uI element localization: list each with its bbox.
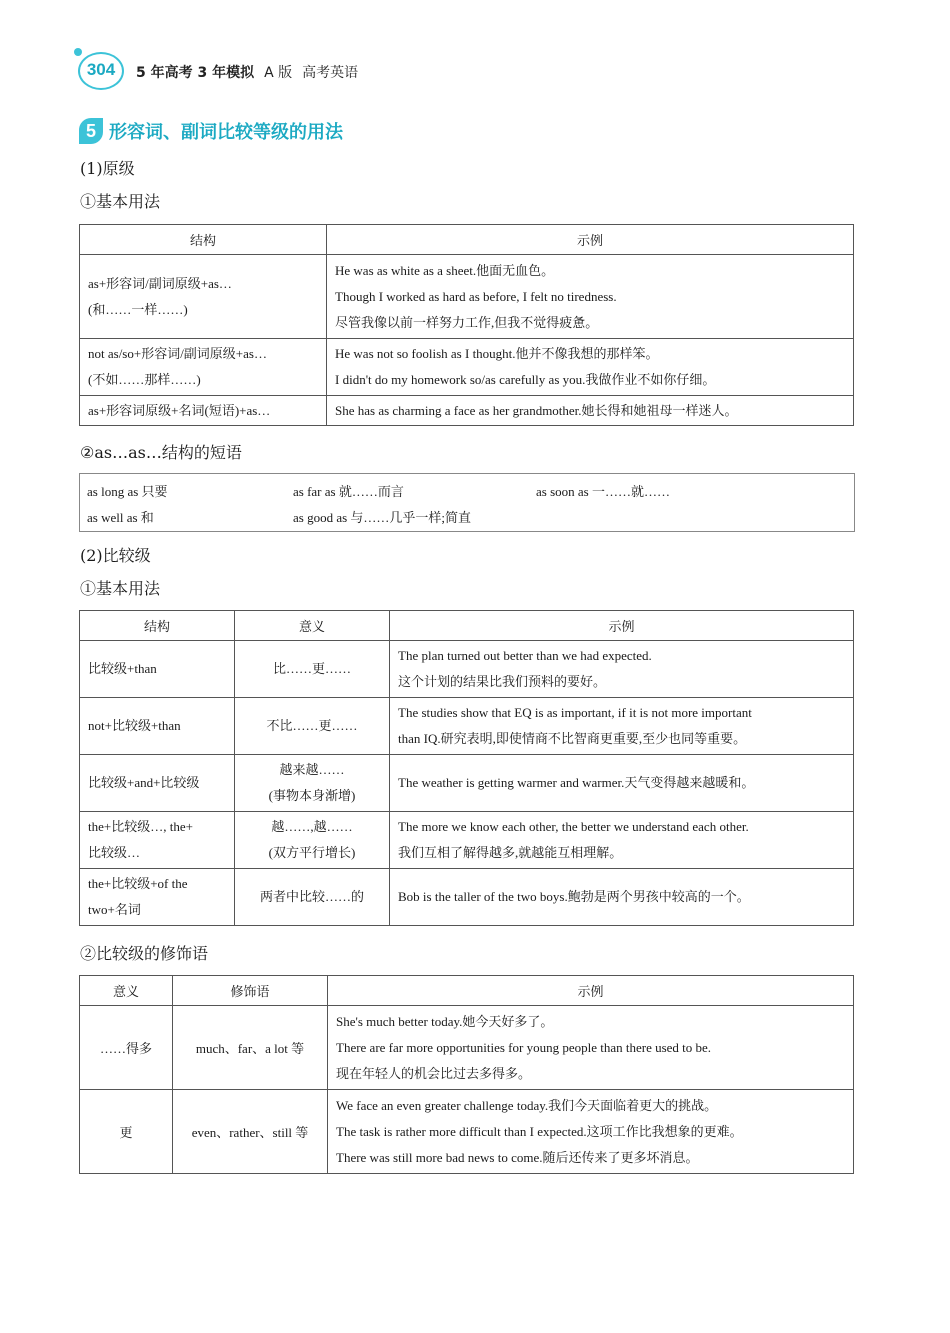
meaning-cell: ……得多 xyxy=(80,1006,173,1090)
structure-cell xyxy=(80,339,327,396)
cell-line: (事物本身渐增) xyxy=(268,788,356,803)
cell-line: 现在年轻人的机会比过去多得多。 xyxy=(336,1065,532,1081)
structure-cell xyxy=(80,641,235,698)
comparative-usage-table xyxy=(79,610,854,926)
cell-line: not as/so+形容词/副词原级+as… xyxy=(88,346,267,361)
example-cell xyxy=(390,869,854,926)
phrase-item: as soon as 一……就…… xyxy=(536,484,670,499)
page-header xyxy=(78,48,678,92)
example-cell xyxy=(327,255,854,339)
table-row xyxy=(80,641,854,698)
book-title-text: 5 年高考 3 年模拟 xyxy=(136,65,255,81)
comparative-heading: (2)比较级 xyxy=(80,546,151,565)
cell-line: 这个计划的结果比我们预料的要好。 xyxy=(398,674,607,689)
phrase-item: as well as 和 xyxy=(87,510,154,525)
example-cell xyxy=(390,755,854,812)
cell-line: (双方平行增长) xyxy=(268,845,356,860)
table-header: 意义 xyxy=(80,976,173,1006)
phrase-item: as good as 与……几乎一样;简直 xyxy=(293,510,472,525)
cell-line: (和……一样……) xyxy=(88,301,188,317)
meaning-cell xyxy=(235,755,390,812)
cell-line: the+比较级…, the+ xyxy=(88,819,193,834)
phrase-item: as far as 就……而言 xyxy=(293,484,404,499)
meaning-cell: 更 xyxy=(80,1090,173,1174)
cell-line: The weather is getting warmer and warmer.天气变得越来越暖和。 xyxy=(398,775,755,790)
cell-line: There was still more bad news to come.随后还传来了更多坏消息。 xyxy=(336,1149,699,1165)
cell-line: 越来越…… xyxy=(279,762,345,777)
meaning-cell xyxy=(235,698,390,755)
table-header: 示例 xyxy=(328,976,854,1006)
structure-cell xyxy=(80,869,235,926)
cell-line: I didn't do my homework so/as carefully as you.我做作业不如你仔细。 xyxy=(335,372,716,387)
table-row xyxy=(80,755,854,812)
cell-line: (不如……那样……) xyxy=(88,372,201,387)
cell-line: The task is rather more difficult than I expected.这项工作比我想象的更难。 xyxy=(336,1123,743,1139)
modifier-cell: even、rather、still 等 xyxy=(173,1090,328,1174)
cell-line: 比较级+and+比较级 xyxy=(88,775,200,790)
cell-line: The more we know each other, the better we understand each other. xyxy=(398,819,749,834)
table-header: 结构 xyxy=(80,225,327,255)
section-title xyxy=(79,118,343,146)
badge-dot-icon xyxy=(74,48,82,56)
example-cell xyxy=(328,1006,854,1090)
cell-line: Though I worked as hard as before, I felt no tiredness. xyxy=(335,288,617,304)
table-header: 意义 xyxy=(235,611,390,641)
cell-line: 越……,越…… xyxy=(271,819,353,834)
table-row xyxy=(80,255,854,339)
cell-line: not+比较级+than xyxy=(88,718,181,733)
cell-line: 比较级+than xyxy=(88,661,157,676)
example-cell xyxy=(327,339,854,396)
page-number: 304 xyxy=(86,60,116,79)
cell-line: The plan turned out better than we had expected. xyxy=(398,648,652,663)
section-number-badge: 5 xyxy=(79,118,103,144)
structure-cell xyxy=(80,755,235,812)
structure-cell xyxy=(80,396,327,426)
table-row xyxy=(80,869,854,926)
cell-line: He was as white as a sheet.他面无血色。 xyxy=(335,262,555,278)
table-row xyxy=(80,396,854,426)
book-edition: A 版 xyxy=(264,65,293,81)
table-row xyxy=(80,812,854,869)
positive-basic-heading: ①基本用法 xyxy=(80,192,161,211)
cell-line: She has as charming a face as her grandmother.她长得和她祖母一样迷人。 xyxy=(335,402,738,418)
example-cell xyxy=(390,812,854,869)
example-cell xyxy=(390,641,854,698)
example-cell xyxy=(328,1090,854,1174)
modifier-cell: much、far、a lot 等 xyxy=(173,1006,328,1090)
structure-cell xyxy=(80,698,235,755)
meaning-cell xyxy=(235,812,390,869)
cell-line: 不比……更…… xyxy=(266,718,358,733)
cell-line: as+形容词/副词原级+as… xyxy=(88,275,232,291)
cell-line: 比较级… xyxy=(88,845,141,860)
book-subject: 高考英语 xyxy=(302,65,359,81)
table-header: 示例 xyxy=(390,611,854,641)
cell-line: 尽管我像以前一样努力工作,但我不觉得疲惫。 xyxy=(335,314,599,330)
cell-line: the+比较级+of the xyxy=(88,876,188,891)
example-cell xyxy=(327,396,854,426)
positive-heading: (1)原级 xyxy=(80,159,135,178)
cell-line: Bob is the taller of the two boys.鲍勃是两个男孩中较高的一个。 xyxy=(398,889,750,904)
cell-line: The studies show that EQ is as important, if it is not more important xyxy=(398,705,752,720)
table-row xyxy=(80,1006,854,1090)
table-header: 结构 xyxy=(80,611,235,641)
modifiers-heading: ②比较级的修饰语 xyxy=(80,944,209,963)
meaning-cell xyxy=(235,641,390,698)
table-row xyxy=(80,1090,854,1174)
cell-line: 我们互相了解得越多,就越能互相理解。 xyxy=(398,845,623,860)
table-header: 示例 xyxy=(327,225,854,255)
structure-cell xyxy=(80,812,235,869)
positive-usage-table xyxy=(79,224,854,426)
section-title-text: 形容词、副词比较等级的用法 xyxy=(109,122,343,143)
table-row xyxy=(80,698,854,755)
cell-line: as+形容词原级+名词(短语)+as… xyxy=(88,402,271,418)
table-row xyxy=(80,339,854,396)
cell-line: 比……更…… xyxy=(272,661,351,676)
cell-line: two+名词 xyxy=(88,902,141,917)
table-header: 修饰语 xyxy=(173,976,328,1006)
example-cell xyxy=(390,698,854,755)
comparative-basic-heading: ①基本用法 xyxy=(80,579,161,598)
cell-line: We face an even greater challenge today.我们今天面临着更大的挑战。 xyxy=(336,1097,718,1113)
phrases-box xyxy=(79,473,855,532)
meaning-cell xyxy=(235,869,390,926)
phrases-heading: ②as…as…结构的短语 xyxy=(80,443,242,462)
cell-line: 两者中比较……的 xyxy=(259,889,364,904)
phrase-item: as long as 只要 xyxy=(87,484,168,499)
modifiers-table xyxy=(79,975,854,1174)
cell-line: She's much better today.她今天好多了。 xyxy=(336,1013,554,1029)
cell-line: than IQ.研究表明,即使情商不比智商更重要,至少也同等重要。 xyxy=(398,731,747,746)
structure-cell xyxy=(80,255,327,339)
cell-line: There are far more opportunities for young people than there used to be. xyxy=(336,1039,712,1055)
cell-line: He was not so foolish as I thought.他并不像我想的那样笨。 xyxy=(335,346,659,361)
book-title xyxy=(136,62,358,82)
